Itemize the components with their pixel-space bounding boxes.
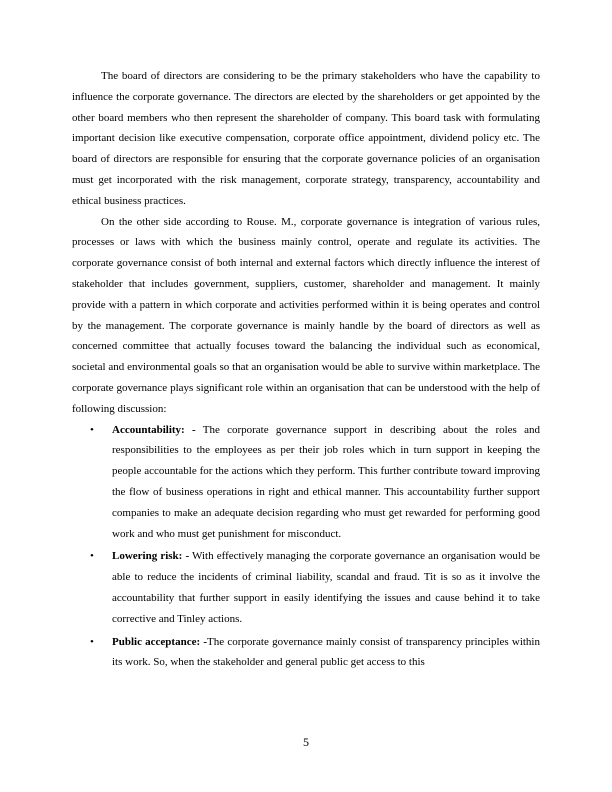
paragraph-board-of-directors: The board of directors are considering to be the primary stakeholders who have the capability to influence the corporate governance. The directors are elected by the shareholders or get appointed by the other board members who then represent the shareholder of company. This board task with formulating important decision like executive compensation, corporate office appointment, dividend policy etc. The board of directors are responsible for ensuring that the corporate governance policies of an organisation must get incorporated with the risk management, corporate strategy, transparency, accountability and ethical business practices. bbox=[72, 70, 540, 207]
paragraph-corporate-governance-definition: On the other side according to Rouse. M., corporate governance is integration of various rules, processes or laws with which the business mainly control, operate and regulate its activities. The corporate governance consist of both internal and external factors which directly influence the interest of stakeholder that includes government, suppliers, customer, shareholder and management. It mainly provide with a pattern in which corporate and activities performed within it is being operates and control by the management. The corporate governance is mainly handle by the board of directors as well as concerned committee that actually focuses toward the balancing the individual such as economical, societal and environmental goals so that an organisation would be able to survive within marketplace. The corporate governance plays significant role within an organisation that can be understood with the help of following discussion: bbox=[72, 215, 540, 415]
bullet-dot-icon: • bbox=[90, 550, 94, 563]
bullet-lowering-risk bbox=[72, 546, 540, 629]
bullet-title: Lowering risk: - bbox=[112, 550, 190, 563]
document-body bbox=[72, 66, 540, 675]
page-number: 5 bbox=[303, 735, 309, 749]
bullet-public-acceptance bbox=[72, 632, 540, 674]
bullet-dot-icon: • bbox=[90, 423, 94, 436]
bullet-accountability bbox=[72, 420, 540, 545]
bullet-dot-icon: • bbox=[90, 635, 94, 648]
bullet-text: With effectively managing the corporate governance an organisation would be able to reduce the incidents of criminal liability, scandal and fraud. Tit is so as it involve the accountability that further support in easily identifying the issues and cause behind it to take corrective and Tinley actions. bbox=[112, 550, 540, 625]
benefits-bullet-list bbox=[72, 420, 540, 674]
bullet-title: Public acceptance: - bbox=[112, 635, 208, 648]
bullet-text: The corporate governance support in describing about the roles and responsibilities to the employees as per their job roles which in turn support in keeping the people accountable for the actions which they perform. This further contribute toward improving the flow of business operations in right and ethical manner. This accountability further support companies to make an adequate decision regarding who must get rewarded for performing good work and who must get punishment for misconduct. bbox=[112, 423, 540, 540]
bullet-text: The corporate governance mainly consist of transparency principles within its work. So, when the stakeholder and general public get access to this bbox=[112, 635, 540, 669]
bullet-title: Accountability: - bbox=[112, 423, 196, 436]
